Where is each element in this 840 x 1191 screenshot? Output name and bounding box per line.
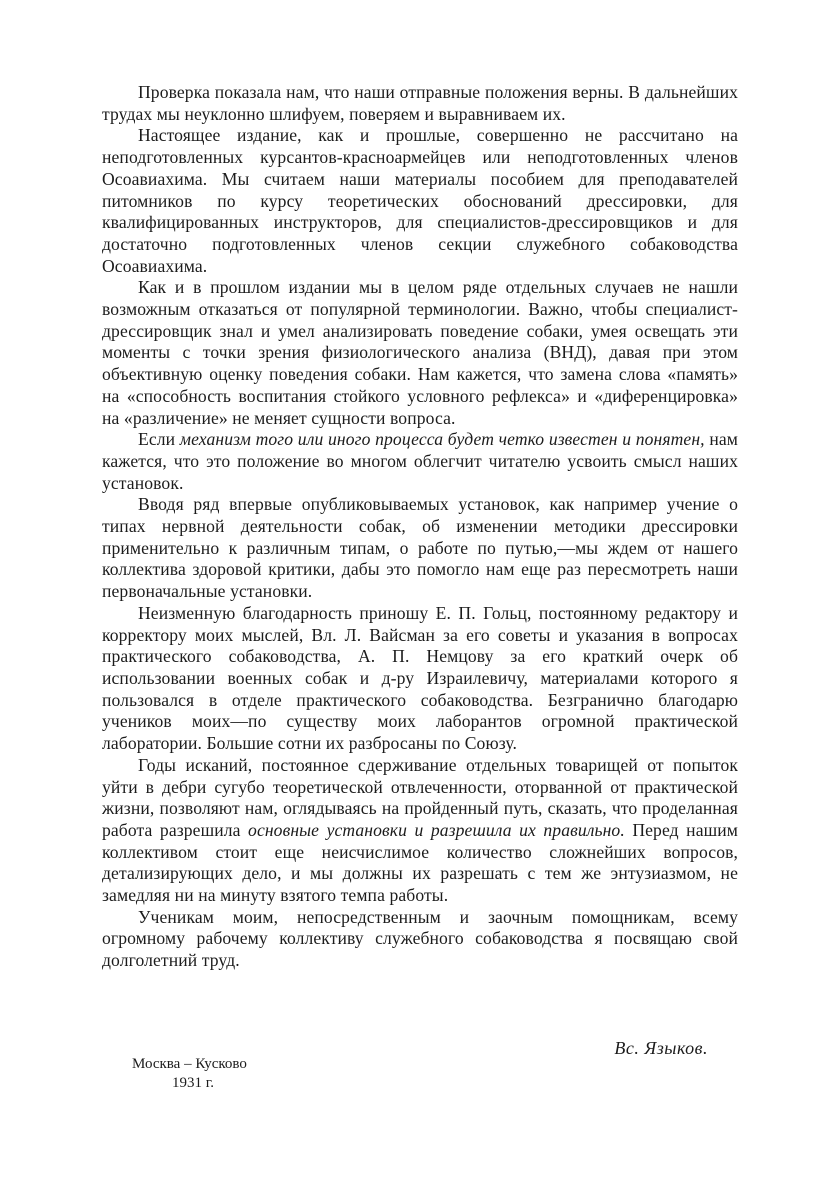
author-signature: Вс. Языков.: [614, 1038, 708, 1058]
paragraph-3: Как и в прошлом издании мы в целом ряде отдельных случаев не нашли возможным отказаться от популярной терминологии. Важно, чтобы специалист-дрессировщик знал и умел анализировать поведение собаки, умея освещать эти моменты с точки зрения физиологического анализа (ВНД), давая при этом объективную оценку поведения собаки. Нам кажется, что замена слова «память» на «способность воспитания стойкого условного рефлекса» и «диференцировка» на «различение» не меняет сущности вопроса.: [102, 277, 738, 428]
paragraph-8: Ученикам моим, непосредственным и заочным помощникам, всему огромному рабочему коллективу служебного собаководства я посвящаю свой долголетний труд.: [102, 906, 738, 971]
paragraph-2: Настоящее издание, как и прошлые, совершенно не рассчитано на неподготовленных курсантов-красноармейцев или неподготовленных членов Осоавиахима. Мы считаем наши материалы пособием для преподавателей питомников по курсу теоретических обоснований дрессировки, для квалифицированных инструкторов, для специалистов-дрессировщиков и для достаточно подготовленных членов секции служебного собаководства Осоавиахима.: [102, 125, 738, 276]
place-and-date: [132, 1055, 247, 1093]
paragraph-7-emphasis: основные установки и разрешила их правильно.: [248, 819, 625, 840]
paragraph-4: [102, 429, 738, 494]
paragraph-6: Неизменную благодарность приношу Е. П. Гольц, постоянному редактору и корректору моих мыслей, Вл. Л. Вайсман за его советы и указания в вопросах практического собаководства, А. П. Немцову за его краткий очерк об использовании военных собак и д-ру Израилевичу, материалами которого я пользовался в отделе практического собаководства. Безгранично благодарю учеников моих—по существу моих лаборантов огромной практической лаборатории. Большие сотни их разбросаны по Союзу.: [102, 602, 738, 754]
paragraph-7-tail: Перед нашим коллективом стоит еще неисчислимое количество сложнейших вопросов, детализирующих дело, и мы должны их разрешать с тем же энтузиазмом, не замедляя ни на минуту взятого темпа работы.: [102, 819, 738, 906]
paragraph-4-tail: нам кажется, что это положение во многом облегчит читателю усвоить смысл наших установок.: [102, 429, 738, 493]
paragraph-4-emphasis: механизм того или иного процесса будет четко известен и понятен,: [179, 429, 705, 450]
place-name: Москва – Кусково: [132, 1056, 247, 1072]
paragraph-1: Проверка показала нам, что наши отправные положения верны. В дальнейших трудах мы неуклонно шлифуем, поверяем и выравниваем их.: [102, 82, 738, 124]
body-text: [102, 82, 738, 972]
paragraph-7-lead: Годы исканий, постоянное сдерживание отдельных товарищей от попыток уйти в дебри сугубо теоретической отвлеченности, оторванной от практической жизни, позволяют нам, оглядываясь на пройденный путь, сказать, что проделанная работа разрешила: [102, 754, 738, 840]
paragraph-5: Вводя ряд впервые опубликовываемых установок, как например учение о типах нервной деятельности собак, об изменении методики дрессировки применительно к различным типам, о работе по путью,—мы ждем от нашего коллектива здоровой критики, дабы это помогло нам еще раз пересмотреть наши первоначальные установки.: [102, 494, 738, 602]
year: 1931 г.: [172, 1075, 214, 1091]
paragraph-7: [102, 755, 738, 907]
paragraph-4-lead: Если: [138, 429, 180, 450]
